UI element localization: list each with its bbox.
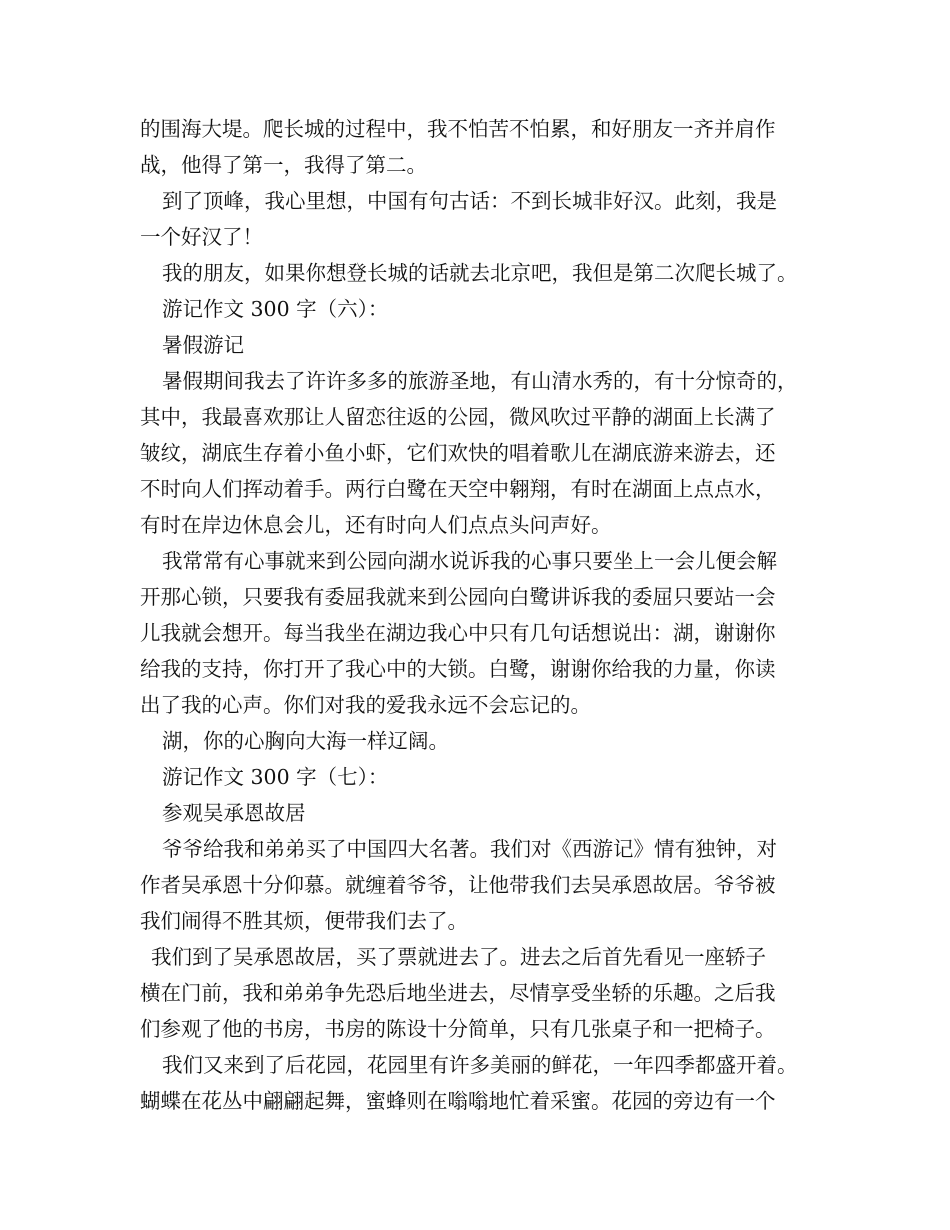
text-line: 爷爷给我和弟弟买了中国四大名著。我们对《西游记》情有独钟，对 <box>162 837 777 861</box>
text-line: 一个好汉了！ <box>140 225 263 249</box>
article-title: 参观吴承恩故居 <box>162 801 306 825</box>
text-line: 出了我的心声。你们对我的爱我永远不会忘记的。 <box>140 693 591 717</box>
text-line: 给我的支持，你打开了我心中的大锁。白鹭，谢谢你给我的力量，你读 <box>140 657 776 681</box>
text-line: 我们闹得不胜其烦，便带我们去了。 <box>140 909 468 933</box>
text-line: 作者吴承恩十分仰慕。就缠着爷爷，让他带我们去吴承恩故居。爷爷被 <box>140 873 776 897</box>
text-line: 们参观了他的书房，书房的陈设十分简单，只有几张桌子和一把椅子。 <box>140 1017 776 1041</box>
text-line: 我们到了吴承恩故居，买了票就进去了。进去之后首先看见一座轿子 <box>151 945 766 969</box>
section-heading: 游记作文 300 字（六）： <box>162 297 389 321</box>
text-line: 皱纹，湖底生存着小鱼小虾，它们欢快的唱着歌儿在湖底游来游去，还 <box>140 441 776 465</box>
text-line: 我常常有心事就来到公园向湖水说诉我的心事只要坐上一会儿便会解 <box>162 549 777 573</box>
text-line: 横在门前，我和弟弟争先恐后地坐进去，尽情享受坐轿的乐趣。之后我 <box>140 981 776 1005</box>
text-line: 的围海大堤。爬长城的过程中，我不怕苦不怕累，和好朋友一齐并肩作 <box>140 117 776 141</box>
text-line: 我们又来到了后花园，花园里有许多美丽的鲜花，一年四季都盛开着。 <box>162 1053 798 1077</box>
text-line: 开那心锁，只要我有委屈我就来到公园向白鹭讲诉我的委屈只要站一会 <box>140 585 776 609</box>
text-line: 不时向人们挥动着手。两行白鹭在天空中翱翔，有时在湖面上点点水， <box>140 477 776 501</box>
article-title: 暑假游记 <box>162 333 244 357</box>
text-line: 到了顶峰，我心里想，中国有句古话：不到长城非好汉。此刻，我是 <box>162 189 777 213</box>
text-line: 儿我就会想开。每当我坐在湖边我心中只有几句话想说出：湖，谢谢你 <box>140 621 776 645</box>
text-line: 湖，你的心胸向大海一样辽阔。 <box>162 729 449 753</box>
text-line: 其中，我最喜欢那让人留恋往返的公园，微风吹过平静的湖面上长满了 <box>140 405 776 429</box>
section-heading: 游记作文 300 字（七）： <box>162 765 389 789</box>
text-line: 我的朋友，如果你想登长城的话就去北京吧，我但是第二次爬长城了。 <box>162 261 798 285</box>
text-line: 蝴蝶在花丛中翩翩起舞，蜜蜂则在嗡嗡地忙着采蜜。花园的旁边有一个 <box>140 1089 776 1113</box>
text-line: 暑假期间我去了许许多多的旅游圣地，有山清水秀的，有十分惊奇的， <box>162 369 798 393</box>
text-line: 战，他得了第一，我得了第二。 <box>140 153 427 177</box>
text-line: 有时在岸边休息会儿，还有时向人们点点头问声好。 <box>140 513 612 537</box>
